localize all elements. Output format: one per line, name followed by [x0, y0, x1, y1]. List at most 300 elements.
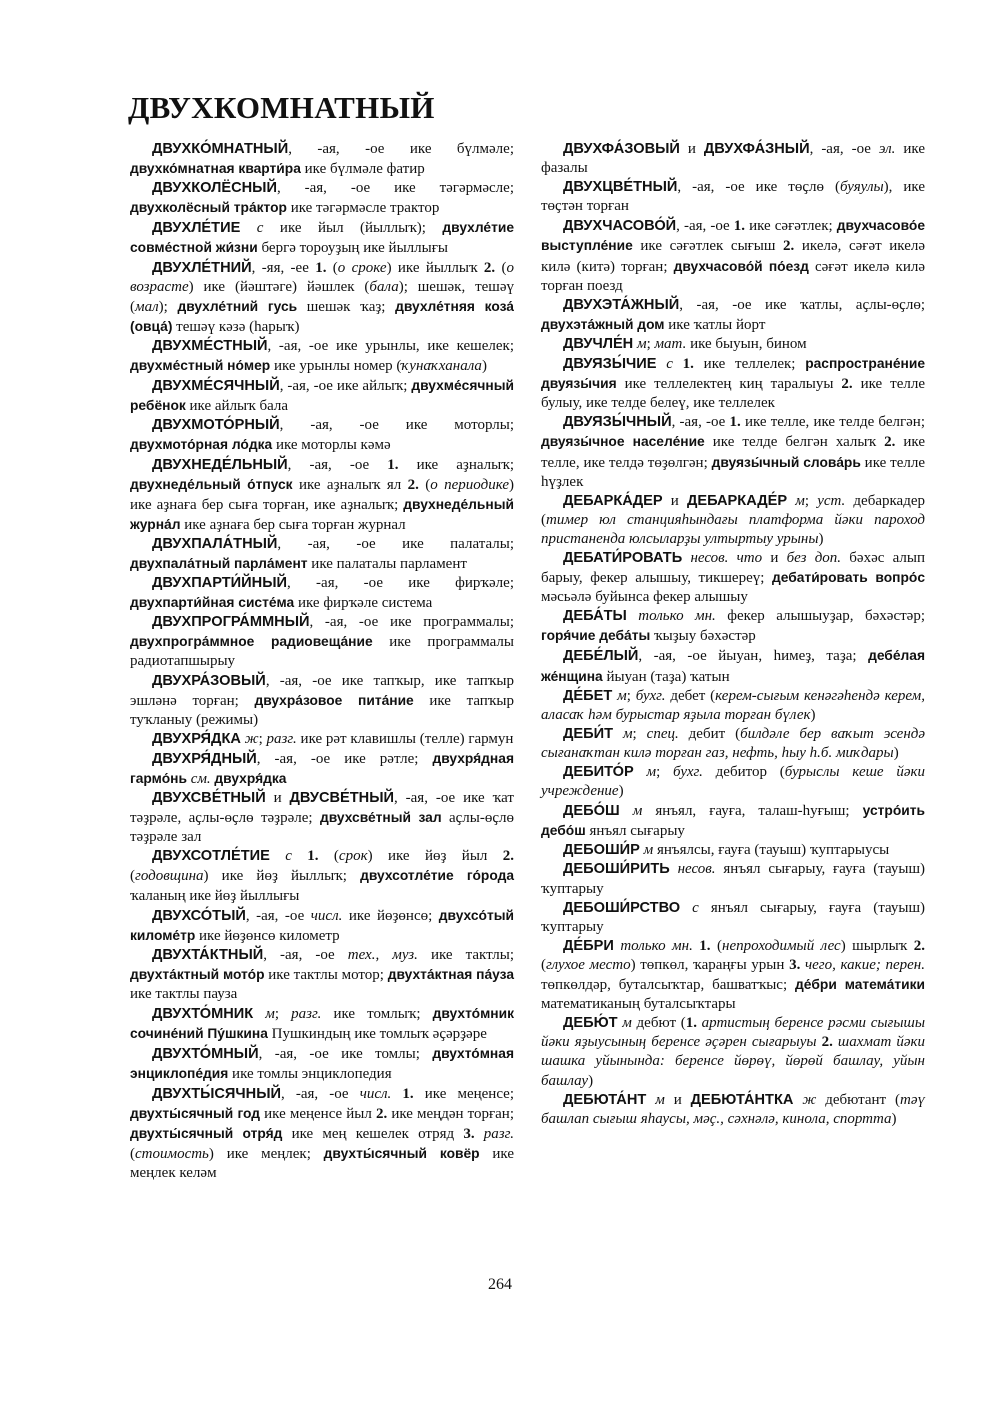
gloss-text: ике йөҙөнсө; — [342, 907, 439, 924]
gloss-text: ҡаланың ике йөҙ йыллығы — [130, 887, 300, 904]
gloss-text: шешәк ҡаҙ; — [297, 298, 396, 315]
example-phrase: двухчасово́е выступле́ние — [541, 218, 925, 254]
sense-number: 1. — [733, 218, 746, 235]
example-phrase: двухта́ктная па́уза — [387, 966, 514, 982]
gloss-text: , -ая, -ое ике ҡатлы, аҫлы-өҫлө; — [679, 296, 925, 313]
gloss-text: , -ая, -ое ике программалы; — [309, 614, 514, 631]
gloss-text: ике томлы энциклопедия — [228, 1066, 392, 1083]
dictionary-entry — [130, 416, 514, 455]
gloss-text: ( — [418, 476, 431, 493]
gloss-text: ике теллелектең киң таралыуы — [616, 376, 842, 393]
gloss-text: , -ая, -ое ике палаталы; — [277, 535, 514, 552]
grammar-label: с — [692, 899, 699, 916]
example-phrase: дебе́лая же́нщина — [541, 648, 925, 684]
gloss-text: , -ая, -ое — [281, 1085, 360, 1102]
gloss-text: , -ая, -ое — [263, 946, 348, 963]
gloss-text: ике аҙнаға бер сыға торған журнал — [180, 516, 406, 533]
grammar-label: только мн. — [620, 937, 693, 954]
sense-number: 1. — [729, 414, 741, 431]
gloss-text: ике аҙналыҡ; — [398, 456, 514, 473]
example-phrase: двухсотле́тие го́рода — [360, 868, 515, 884]
dictionary-entry — [541, 860, 925, 898]
example-phrase: двухколёсный тра́ктор — [130, 200, 287, 216]
grammar-label: тех., муз. — [347, 946, 418, 963]
gloss-text: ике сәғәтлек; — [745, 218, 837, 235]
gloss-text — [627, 608, 638, 624]
grammar-label: срок — [338, 848, 368, 865]
gloss-text: ике тактлы мотор; — [264, 966, 388, 983]
dictionary-entry — [130, 574, 514, 613]
dictionary-entry — [541, 492, 925, 549]
sense-number: 2. — [375, 1105, 388, 1122]
headword: ДВУХСО́ТЫЙ — [152, 907, 246, 924]
dictionary-entry — [541, 140, 925, 178]
gloss-text: ; — [258, 730, 267, 747]
grammar-label: мат. — [654, 335, 687, 352]
example-phrase: двухпрогра́ммное радиовеща́ние — [130, 634, 373, 650]
gloss-text — [253, 1006, 265, 1022]
gloss-text: янъял сығарыу, ғауға (тауыш) ҡуптарыу — [541, 861, 925, 897]
gloss-text: ике урынлы номер ( — [270, 358, 402, 375]
gloss-text: ике тапҡыр туҡланыу (режимы) — [130, 692, 514, 728]
sense-number: 1. — [307, 848, 319, 865]
gloss-text: ) ике меңлек; — [208, 1145, 324, 1162]
grammar-label: билдәле бер ваҡыт эсендә сығанаҡтан килә торған газ, нефть, һыу һ.б. миҡдары — [541, 725, 926, 761]
headword: ДВУХМЕ́СТНЫЙ — [152, 337, 268, 354]
example-phrase: двухты́сячный ковёр — [323, 1145, 480, 1161]
headword: ДВУЧЛЕ́Н — [563, 335, 634, 352]
grammar-label: годовщина — [135, 868, 204, 885]
dictionary-entry — [130, 1085, 514, 1183]
gloss-text: ; — [626, 687, 636, 704]
headword: ДВУХМЕ́СЯЧНЫЙ — [152, 378, 280, 395]
dictionary-entry — [541, 899, 925, 937]
sense-number: 2. — [483, 259, 496, 276]
example-phrase: двухра́зовое пита́ние — [254, 692, 414, 708]
gloss-text: дебютант ( — [816, 1091, 901, 1108]
dictionary-entry — [541, 354, 925, 413]
gloss-text: дебет ( — [665, 687, 716, 704]
grammar-label: с — [256, 220, 264, 237]
dictionary-entry — [541, 725, 925, 763]
gloss-text: , -ая, -ое — [671, 414, 730, 431]
sense-number: 1. — [682, 356, 694, 373]
sense-number: 2. — [407, 476, 419, 493]
dictionary-entry — [130, 730, 514, 749]
example-phrase: двухнеде́льный о́тпуск — [130, 476, 293, 492]
gloss-text: сәғәт икелә килә торған поезд — [541, 258, 925, 294]
gloss-text: ике меңенсе йыл — [260, 1105, 376, 1122]
gloss-text: ике фазалы — [541, 141, 925, 177]
gloss-text: , -ая, -ое ике тапҡыр, ике тапҡыр эшләнә торған; — [130, 672, 514, 709]
gloss-text: ( — [318, 848, 339, 865]
gloss-text: , -ая, -ое ике фирҡәле; — [286, 575, 514, 592]
example-phrase: двухнеде́льный журна́л — [130, 496, 514, 532]
gloss-text: ике меңдән торған; — [387, 1105, 514, 1122]
dictionary-entry — [541, 1014, 925, 1090]
gloss-text: ) — [588, 1072, 594, 1089]
gloss-text: Пушкиндың ике томлыҡ әҫәрҙәре — [267, 1026, 487, 1043]
gloss-text — [646, 1092, 655, 1108]
sense-number: 2. — [821, 1034, 833, 1051]
headword: ДВУХНЕДЕ́ЛЬНЫЙ — [152, 456, 288, 473]
example-phrase: горя́чие деба́ты — [541, 628, 651, 644]
headword: ДВУХТО́МНЫЙ — [152, 1046, 259, 1063]
grammar-label: керем-сығым кенәгәһендә керем, аласаҡ һәм бурыстар яҙыла торған бүлек — [541, 687, 926, 723]
gloss-text: ) — [891, 1110, 897, 1127]
gloss-text: ике мең кешелек отряд — [282, 1125, 464, 1142]
gloss-text: , -ая, -ое йыуан, һимеҙ, таҙа; — [638, 648, 869, 665]
example-phrase: двухме́стный но́мер — [130, 358, 271, 374]
gloss-text: дебитор ( — [702, 764, 785, 780]
gloss-text: и — [662, 492, 687, 509]
gloss-text: ике меңенсе; — [413, 1085, 515, 1102]
headword: ДВУХКОЛЁСНЫЙ — [152, 180, 277, 197]
gloss-text: ике телле булыу, ике телде белеү, ике теллелек — [541, 376, 925, 412]
gloss-text: бергә тороуҙың ике йыллығы — [257, 240, 448, 257]
gloss-text: , -яя, -ее — [251, 259, 316, 276]
grammar-label: ҡунаҡханала — [401, 358, 482, 375]
headword: ДЕБАРКА́ДЕР — [563, 492, 663, 509]
dictionary-entry — [130, 179, 514, 218]
dictionary-entry — [541, 335, 925, 354]
grammar-label: бухг. — [635, 687, 666, 704]
gloss-text: , -ая, -ое ике моторлы; — [279, 417, 514, 434]
gloss-text: ике палаталы парламент — [307, 555, 467, 572]
dictionary-entry — [130, 672, 514, 730]
gloss-text: ), ике төҫтән торған — [541, 179, 925, 215]
example-phrase: двухле́тие совме́стной жи́зни — [130, 220, 514, 256]
headword: ДВУХСВЕ́ТНЫЙ — [152, 790, 266, 807]
gloss-text: ике тактлы пауза — [130, 986, 238, 1003]
dictionary-entry — [541, 763, 925, 801]
headword: ДЕБИ́Т — [563, 725, 614, 742]
gloss-text: и — [664, 1091, 691, 1108]
example-phrase: двухсве́тный зал — [319, 810, 442, 826]
gloss-text: ике меңлек келәм — [130, 1145, 514, 1181]
sense-number: 2. — [783, 238, 795, 255]
gloss-text: , -ая, -ое ике бүлмәле; — [288, 141, 514, 157]
gloss-text: , -ая, -ое ике айлыҡ; — [279, 378, 412, 395]
gloss-text: , -ая, -ое — [245, 907, 311, 924]
headword: ДВУХРЯ́ДКА — [152, 730, 241, 747]
grammar-label: с — [285, 848, 292, 865]
headword: ДВУХТО́МНИК — [152, 1006, 254, 1023]
gloss-text: ) — [818, 530, 824, 547]
headword: ДВУХРА́ЗОВЫЙ — [152, 672, 266, 689]
grammar-label: ж — [244, 730, 259, 747]
gloss-text: ; — [646, 335, 655, 352]
grammar-label: м — [622, 1015, 632, 1032]
example-phrase: двухпала́тный парла́мент — [130, 555, 308, 571]
dictionary-entry — [130, 1044, 514, 1084]
gloss-text — [634, 764, 647, 780]
grammar-label: чего, какие; перен. — [804, 956, 926, 973]
gloss-text: ( — [710, 937, 723, 954]
headword: ДВУХЭТА́ЖНЫЙ — [563, 296, 680, 313]
grammar-label: тимер юл станцияһындағы платформа йәки пароход пристаненда юлсыларҙы ултыртыу урыны — [541, 511, 925, 547]
gloss-text: математиканың буталсыҡтары — [541, 996, 736, 1013]
dictionary-entry — [130, 946, 514, 1004]
sense-number: 1. — [387, 456, 399, 473]
example-phrase: двухпарти́йная систе́ма — [130, 595, 295, 611]
example-phrase: двуязы́чный слова́рь — [711, 454, 861, 470]
headword: ДВУЯЗЫ́ЧИЕ — [563, 356, 657, 373]
example-phrase: двухмото́рная ло́дка — [130, 437, 273, 453]
sense-number: 1. — [315, 259, 327, 276]
grammar-label: числ. — [359, 1085, 392, 1102]
grammar-label: м — [795, 492, 805, 509]
gloss-text: ике моторлы кәмә — [272, 437, 391, 454]
example-phrase: двухта́ктный мото́р — [130, 966, 265, 982]
gloss-text: ) — [618, 783, 624, 800]
gloss-text: ( — [130, 868, 135, 885]
grammar-label: бурыслы кеше йәки учреждение — [541, 764, 926, 800]
gloss-text: ике теллелек; — [693, 356, 806, 373]
dictionary-entry — [541, 296, 925, 335]
gloss-text: ) төпкөл, ҡараңғы урын — [630, 956, 790, 973]
gloss-text: ике телле, ике телдә төҙөлгән; — [541, 434, 925, 471]
gloss-text: ); шешәк, тешәү ( — [130, 278, 514, 315]
headword: ДВУХПАРТИ́ЙНЫЙ — [152, 575, 287, 592]
gloss-text — [613, 726, 623, 742]
example-phrase: дебати́ровать вопро́с — [772, 570, 925, 586]
grammar-label: о периодике — [430, 476, 509, 493]
headword: ДЕБО́Ш — [563, 803, 620, 820]
gloss-text: , -ая, -ое ике урынлы, ике кешелек; — [267, 337, 514, 354]
gloss-text — [793, 1092, 802, 1108]
dictionary-entry — [130, 789, 514, 847]
grammar-label: м — [622, 725, 633, 742]
headword: ДЕ́БРИ — [563, 937, 614, 954]
grammar-label: без доп. — [786, 549, 842, 566]
example-phrase: двухле́тняя коза́ (овца́) — [130, 298, 514, 334]
gloss-text — [292, 848, 307, 864]
gloss-text: , -ая, -ое ике тәгәрмәсле; — [276, 180, 514, 197]
example-phrase: устро́ить дебо́ш — [541, 803, 926, 839]
dictionary-entry — [541, 841, 925, 860]
gloss-text: ( — [541, 956, 546, 973]
grammar-label: разг. — [266, 730, 297, 747]
example-phrase: двухря́дка — [214, 771, 287, 786]
dictionary-entry — [541, 937, 925, 1014]
example-phrase: двухле́тний гусь — [177, 298, 298, 314]
dictionary-entry — [130, 456, 514, 535]
dictionary-entry — [541, 216, 925, 295]
gloss-text: төпкөлдәр, буталсыҡтар, башватҡыс; — [541, 977, 795, 994]
gloss-text: и — [762, 549, 787, 566]
headword: ДВУХТА́КТНЫЙ — [152, 946, 264, 963]
gloss-text — [620, 803, 633, 819]
gloss-text: ); — [158, 298, 178, 315]
example-phrase: двухчасово́й по́езд — [673, 258, 809, 274]
gloss-text: ( — [326, 259, 338, 276]
example-phrase: двухто́мная энциклопе́дия — [130, 1046, 514, 1082]
gloss-text: ; — [804, 492, 818, 509]
gloss-text: дебит ( — [678, 725, 741, 742]
headword: ДЕБАТИ́РОВАТЬ — [563, 549, 683, 566]
gloss-text: ике аҙналыҡ ял — [292, 476, 408, 493]
grammar-label: глухое место — [546, 956, 631, 973]
gloss-text — [240, 220, 256, 236]
headword: ДЕБЮТА́НТКА — [690, 1091, 794, 1108]
grammar-label: стоимость — [135, 1145, 209, 1162]
gloss-text: ) шырлыҡ — [840, 937, 914, 954]
gloss-text: ҡыҙыу бәхәстәр — [650, 628, 756, 645]
gloss-text: ) — [893, 744, 899, 761]
gloss-text: ) ике йөҙ йыллыҡ; — [203, 868, 361, 885]
grammar-label: м — [646, 764, 657, 780]
grammar-label: мал — [135, 298, 159, 315]
grammar-label: только мн. — [638, 608, 716, 625]
headword: ДЕ́БЕТ — [563, 687, 613, 704]
gloss-text: икелә, сәғәт икелә килә (китә) торған; — [541, 238, 925, 275]
grammar-label: несов. — [677, 861, 716, 878]
gloss-text — [391, 1086, 402, 1102]
gloss-text: тешәү кәзә (һарыҡ) — [172, 318, 300, 335]
headword: ДВУХПАЛА́ТНЫЙ — [152, 535, 278, 552]
gloss-text: ике телле, ике телде белгән; — [740, 414, 926, 431]
gloss-text: янъялсы, ғауға (тауыш) ҡуптарыусы — [653, 842, 890, 859]
sense-number: 1. — [699, 937, 711, 954]
grammar-label: м — [632, 803, 643, 820]
example-phrase: де́бри матема́тики — [794, 977, 925, 993]
dictionary-entry — [130, 613, 514, 671]
grammar-label: непроходимый лес — [722, 937, 841, 954]
grammar-label: ж — [802, 1091, 817, 1108]
gloss-text: , -ая, -ое — [676, 218, 734, 235]
grammar-label: артистың беренсе рәсми сығышы йәки яҙыусының беренсе әҫәрен сығарыуы — [541, 1015, 926, 1051]
headword: ДВУХЛЕ́ТНИЙ — [152, 259, 252, 276]
gloss-text: ике быуын, бином — [686, 335, 807, 352]
dictionary-entry — [541, 687, 925, 725]
dictionary-entry — [130, 140, 514, 179]
grammar-label: уст. — [817, 492, 846, 509]
gloss-text: , -ая, -ое — [809, 141, 879, 157]
gloss-text: ) ике йыллыҡ — [386, 259, 484, 276]
dictionary-entry — [130, 535, 514, 574]
grammar-label: о сроке — [337, 259, 387, 276]
gloss-text: ) — [481, 358, 487, 375]
gloss-text: фекер алышыуҙар, бәхәстәр; — [715, 608, 925, 625]
headword: ДВУЯЗЫ́ЧНЫЙ — [563, 414, 672, 431]
grammar-label: разг. — [483, 1125, 515, 1142]
grammar-label: м — [265, 1006, 275, 1023]
example-phrase: двухты́сячный год — [130, 1105, 261, 1121]
gloss-text: ике телде белгән халыҡ — [704, 434, 885, 451]
gloss-text: ике программалы радиотапшырыу — [130, 634, 514, 670]
gloss-text: ) — [810, 706, 816, 723]
gloss-text: ике телле һүҙлек — [541, 454, 925, 490]
gloss-text: , -ая, -ое ике рәтле; — [256, 750, 433, 767]
dictionary-entry — [130, 259, 514, 337]
example-phrase: двухэта́жный дом — [541, 316, 665, 332]
gloss-text — [270, 848, 285, 864]
example-phrase: двуязы́чное населе́ние — [541, 434, 705, 450]
gloss-text: ике айлыҡ бала — [185, 398, 289, 415]
example-phrase: двухто́мник сочине́ний Пу́шкина — [130, 1006, 514, 1042]
grammar-label: буяулы — [839, 179, 884, 196]
headword: ДВУХКО́МНАТНЫЙ — [152, 141, 289, 157]
headword: ДВУХТЫ́СЯЧНЫЙ — [152, 1085, 281, 1102]
dictionary-entry — [541, 607, 925, 646]
gloss-text — [657, 356, 667, 372]
sense-number: 1. — [402, 1085, 414, 1102]
headword: ДВУХФА́ЗНЫЙ — [703, 141, 810, 157]
gloss-text: и — [265, 790, 290, 807]
gloss-text: , -ая, -ое ике томлы; — [258, 1046, 433, 1063]
gloss-text: ) ике аҙнаға бер сыға торған, ике аҙналыҡ; — [130, 476, 514, 513]
dictionary-entry — [541, 178, 925, 216]
gloss-text: и — [679, 141, 704, 157]
gloss-text: ике тәгәрмәсле трактор — [286, 200, 440, 217]
sense-number: 3. — [463, 1125, 475, 1142]
headword: ДЕБЮТА́НТ — [563, 1091, 647, 1108]
gloss-text: аҫлы-өҫлө тәҙрәле зал — [130, 810, 515, 846]
dictionary-entry — [541, 801, 925, 841]
gloss-text: ( — [130, 1145, 135, 1162]
headword: ДВУХЧАСОВО́Й — [563, 218, 677, 235]
headword: ДВУСВЕ́ТНЫЙ — [289, 790, 395, 807]
gloss-text: ике тактлы; — [417, 946, 514, 963]
gloss-text — [680, 900, 692, 916]
right-column — [541, 140, 925, 1129]
headword: ДЕБАРКАДЕ́Р — [686, 492, 788, 509]
gloss-text: мәсьәлә буйынса фекер алышыу — [541, 589, 748, 606]
example-phrase: двухко́мнатная кварти́ра — [130, 161, 301, 177]
dictionary-entry — [130, 749, 514, 789]
headword: ДЕБИТО́Р — [563, 764, 634, 780]
headword: ДВУХЦВЕ́ТНЫЙ — [563, 179, 678, 196]
grammar-label: м — [643, 842, 654, 859]
gloss-text: ; — [274, 1006, 292, 1023]
gloss-text: ике бүлмәле фатир — [300, 161, 425, 178]
sense-number: 3. — [789, 956, 801, 973]
gloss-text: ( — [495, 259, 507, 276]
dictionary-entry — [130, 376, 514, 416]
gloss-text: , -ая, -ое ике ҡат тәҙрәле, аҫлы-өҫлө тәҙрәле; — [130, 790, 514, 827]
dictionary-entry — [130, 847, 514, 905]
example-phrase: двухме́сячный ребёнок — [130, 378, 514, 414]
gloss-text: янъял сығарыу — [585, 823, 685, 840]
example-phrase: двухты́сячный отря́д — [130, 1125, 283, 1141]
gloss-text — [670, 861, 678, 877]
gloss-text: ) ике (йәштәге) йәшлек ( — [188, 278, 370, 295]
grammar-label: м — [636, 335, 647, 352]
dictionary-entry — [130, 906, 514, 946]
sense-number: 2. — [502, 848, 515, 865]
gloss-text: ; — [632, 725, 647, 742]
gloss-text: йыуан (таҙа) ҡатын — [602, 668, 730, 685]
headword: ДЕБЮ́Т — [563, 1015, 618, 1032]
gloss-text: ике сәғәтлек сығыш — [632, 238, 784, 255]
gloss-text: ике рәт клавишлы (телле) гармун — [296, 730, 514, 747]
grammar-label: числ. — [310, 907, 343, 924]
gloss-text: бәхәс алып барыу, фекер алышыу, тикшереү; — [541, 549, 925, 587]
grammar-label: несов. что — [690, 549, 763, 566]
grammar-label: м — [617, 687, 627, 704]
gloss-text: ; — [656, 764, 674, 780]
running-head: ДВУХКОМНАТНЫЙ — [128, 90, 435, 125]
gloss-text: ике йөҙөнсө километр — [195, 927, 340, 944]
grammar-label: разг. — [291, 1006, 322, 1023]
dictionary-entry — [541, 549, 925, 607]
dictionary-entry — [130, 1004, 514, 1044]
gloss-text — [673, 356, 683, 372]
gloss-text: янъял, ғауға, талаш-һуғыш; — [642, 803, 863, 820]
headword: ДВУХМОТО́РНЫЙ — [152, 417, 280, 434]
grammar-label: о возрасте — [130, 259, 514, 295]
